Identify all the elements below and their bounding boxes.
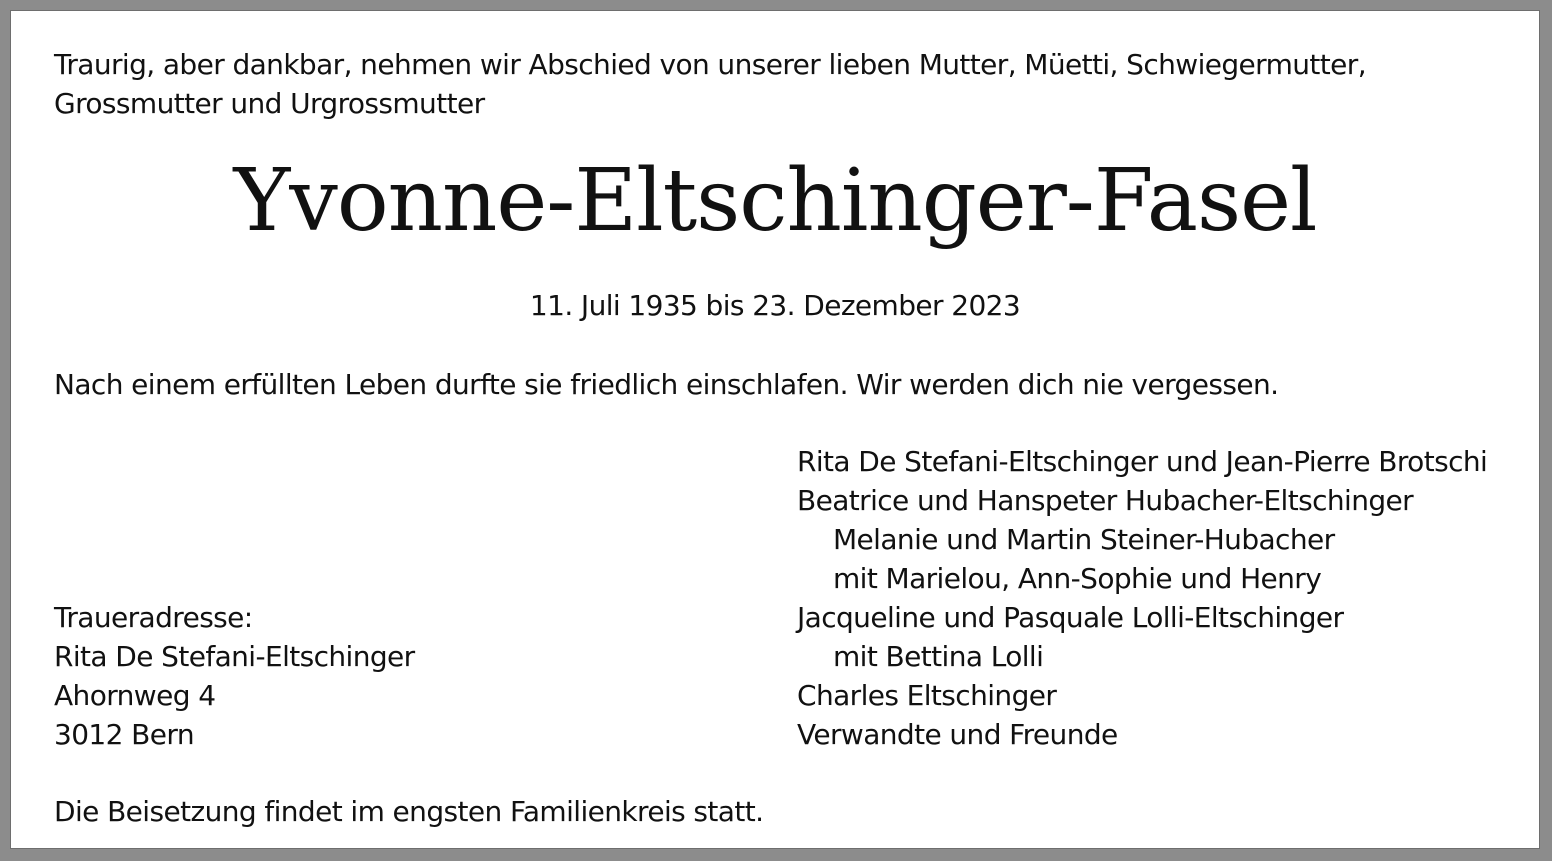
life-dates: 11. Juli 1935 bis 23. Dezember 2023 — [529, 289, 1021, 322]
farewell-message: Nach einem erfüllten Leben durfte sie friedlich einschlafen. Wir werden dich nie vergessen. — [54, 368, 1279, 401]
intro-text: Traurig, aber dankbar, nehmen wir Abschied von unserer lieben Mutter, Müetti, Schwiegermutter, Grossmutter und Urgrossmutter — [54, 48, 1367, 120]
address-name: Rita De Stefani-Eltschinger — [54, 640, 415, 673]
mourner-line: Beatrice und Hanspeter Hubacher-Eltschinger — [797, 484, 1414, 517]
mourner-line: Charles Eltschinger — [797, 679, 1057, 712]
address-street: Ahornweg 4 — [54, 679, 216, 712]
mourner-line: mit Marielou, Ann-Sophie und Henry — [833, 562, 1322, 595]
address-label: Traueradresse: — [54, 601, 253, 634]
mourner-line: mit Bettina Lolli — [833, 640, 1044, 673]
mourners-list — [797, 442, 1487, 754]
deceased-name: Yvonne-Eltschinger-Fasel — [233, 151, 1317, 251]
mourner-line: Rita De Stefani-Eltschinger und Jean-Pierre Brotschi — [797, 445, 1488, 478]
address-city: 3012 Bern — [54, 718, 194, 751]
mourner-line: Verwandte und Freunde — [797, 718, 1118, 751]
obituary-notice — [10, 10, 1540, 849]
mourner-line: Melanie und Martin Steiner-Hubacher — [833, 523, 1335, 556]
burial-note: Die Beisetzung findet im engsten Familienkreis statt. — [54, 795, 764, 828]
mourning-address — [54, 598, 415, 754]
mourner-line: Jacqueline und Pasquale Lolli-Eltschinger — [797, 601, 1344, 634]
